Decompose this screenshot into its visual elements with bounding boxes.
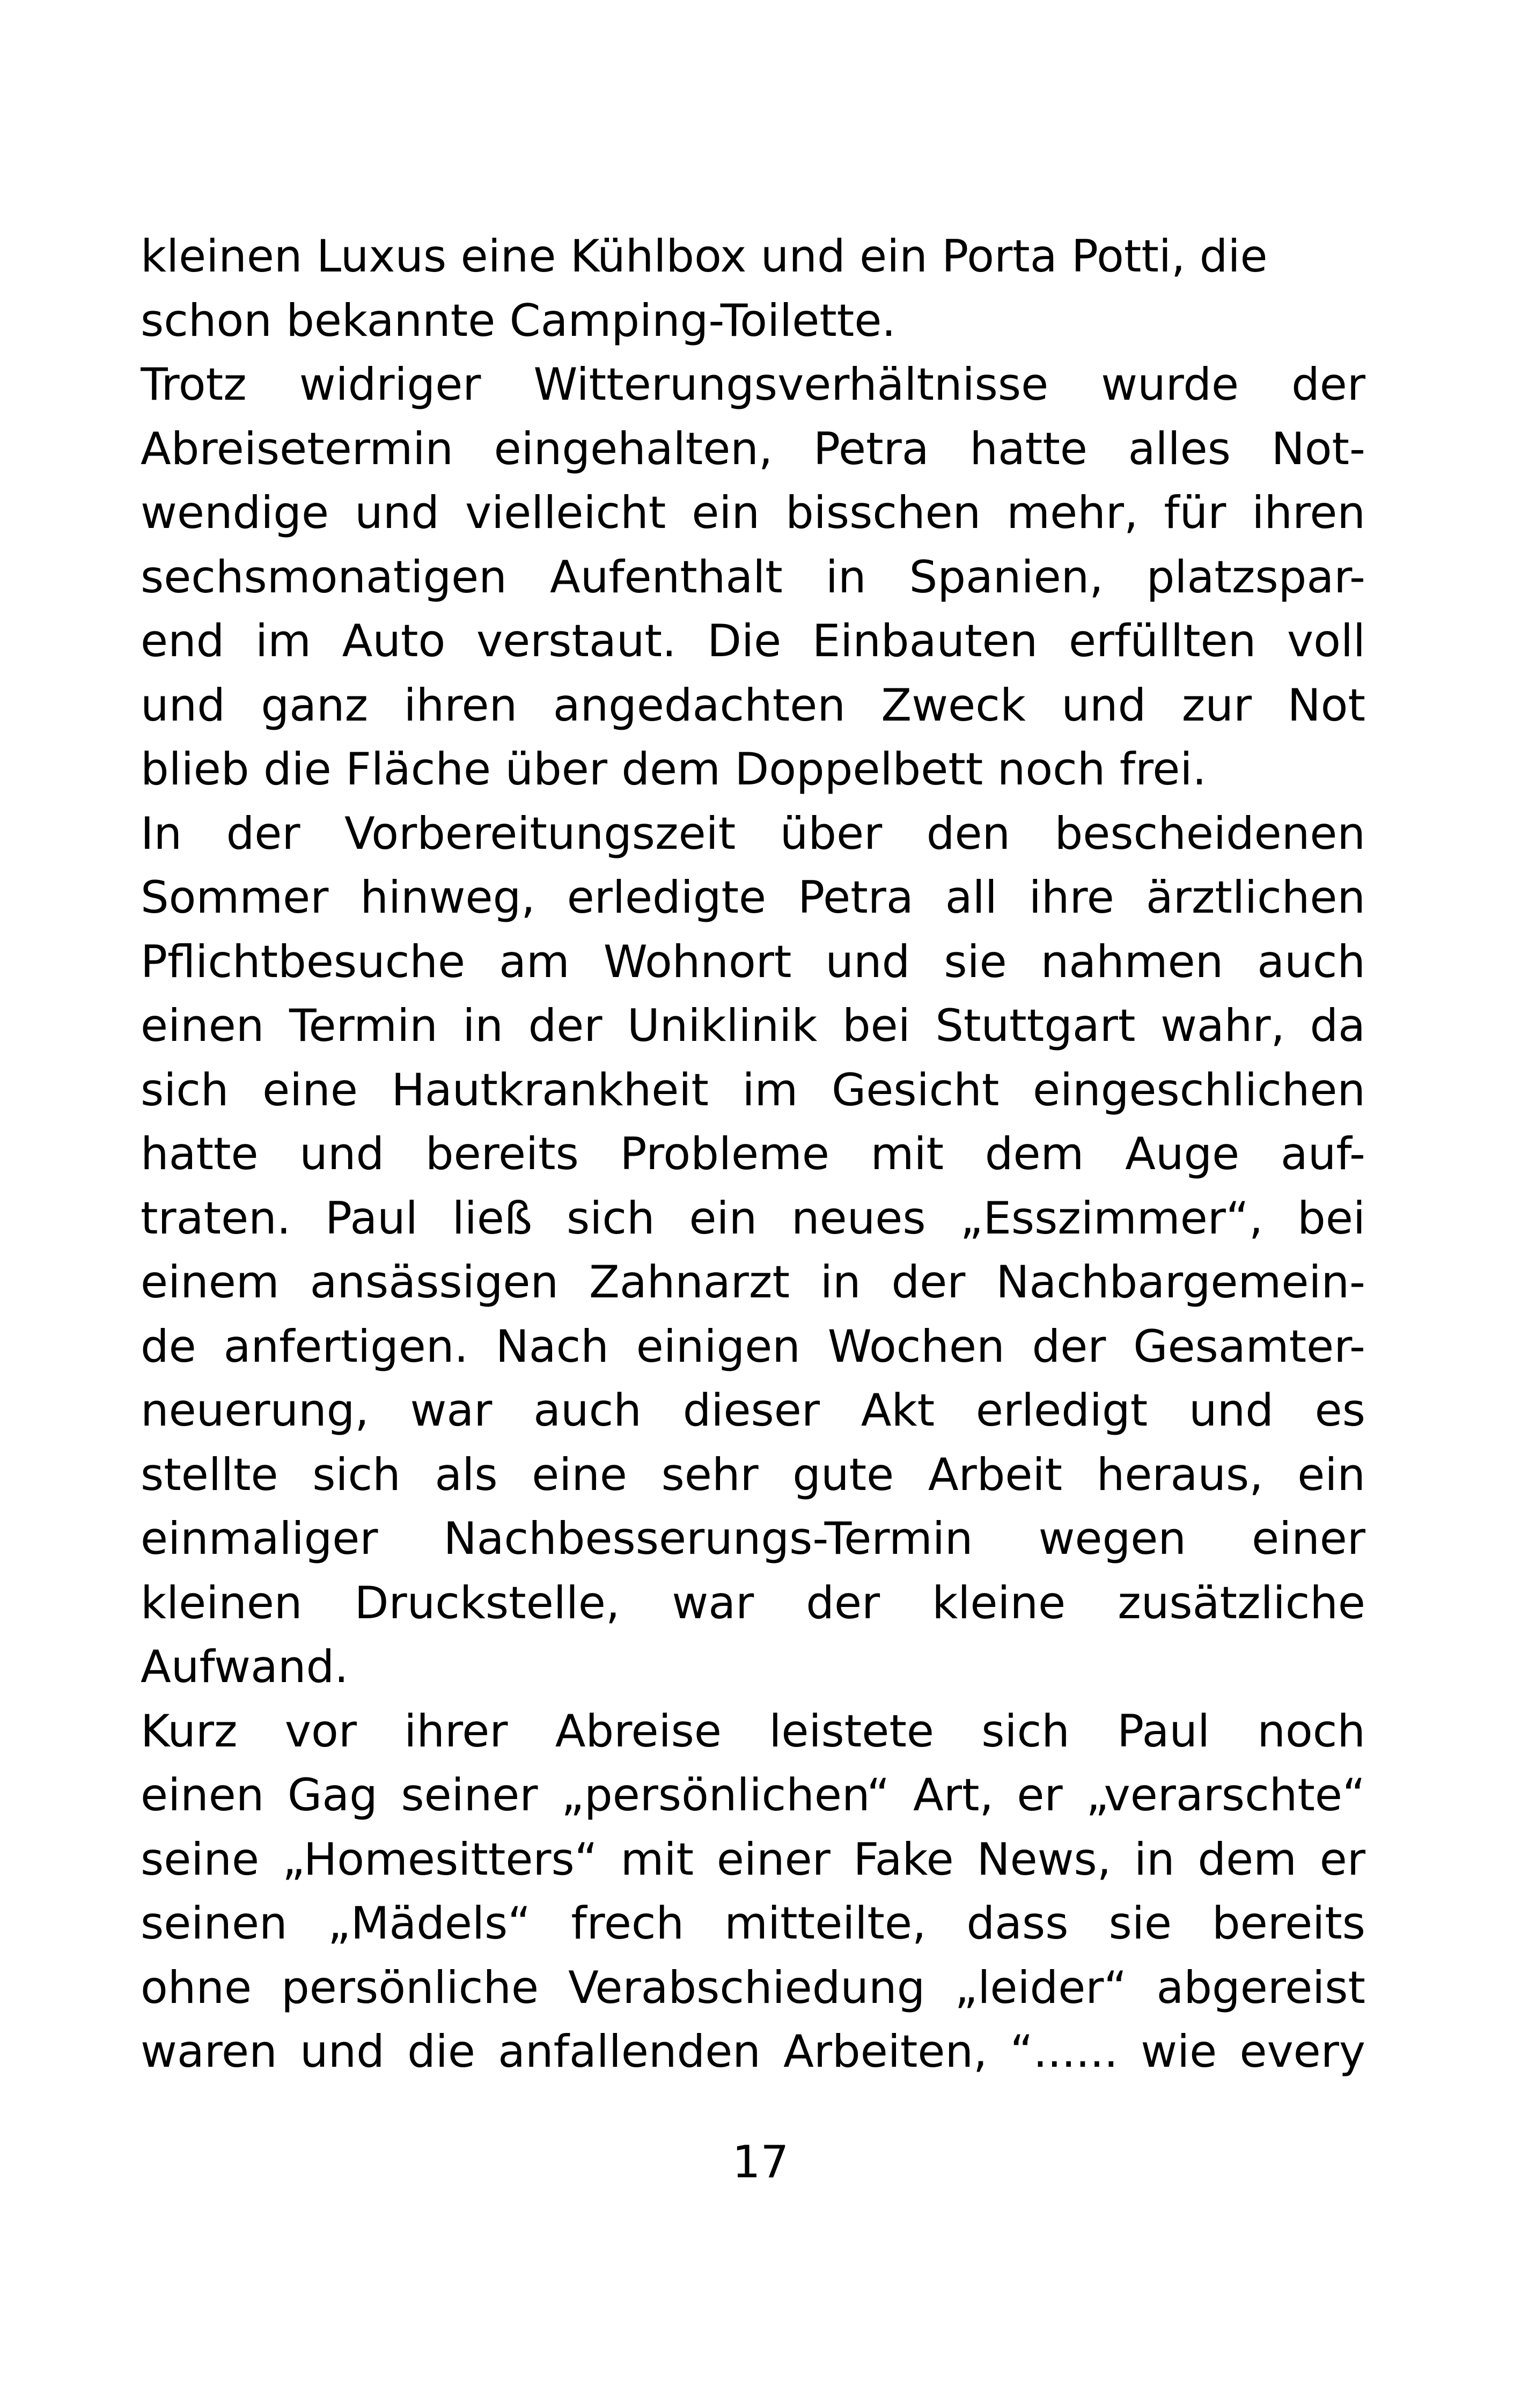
text-line: seinen „Mädels“ frech mitteilte, dass sie bereits [141,1897,1365,1949]
text-line: und ganz ihren angedachten Zweck und zur Not [141,679,1365,731]
text-line: neuerung, war auch dieser Akt erledigt und es [141,1384,1365,1436]
page-number: 17 [732,2136,789,2188]
text-line: ohne persönliche Verabschiedung „leider“ abgereist [141,1961,1365,2014]
text-line: In der Vorbereitungszeit über den bescheidenen [141,807,1365,860]
text-line: Aufwand. [141,1641,349,1693]
text-line: einem ansässigen Zahnarzt in der Nachbargemein- [141,1256,1365,1308]
text-line: sich eine Hautkrankheit im Gesicht eingeschlichen [141,1063,1365,1116]
text-line: traten. Paul ließ sich ein neues „Esszimmer“, bei [141,1192,1365,1244]
text-line: sechsmonatigen Aufenthalt in Spanien, platzspar- [141,550,1365,603]
text-line: einen Termin in der Uniklinik bei Stuttgart wahr, da [141,1000,1365,1052]
text-line: de anfertigen. Nach einigen Wochen der Gesamter- [141,1320,1365,1372]
text-line: kleinen Luxus eine Kühlbox und ein Porta Potti, die [141,230,1268,282]
text-line: Sommer hinweg, erledigte Petra all ihre ärztlichen [141,871,1365,923]
text-line: wendige und vielleicht ein bisschen mehr, für ihren [141,487,1365,539]
text-line: kleinen Druckstelle, war der kleine zusätzliche [141,1576,1365,1629]
text-line: einen Gag seiner „persönlichen“ Art, er „verarschte“ [141,1769,1365,1821]
text-line: end im Auto verstaut. Die Einbauten erfüllten voll [141,615,1365,667]
body-text [141,224,1365,2084]
text-line: Trotz widriger Witterungsverhältnisse wurde der [141,358,1365,410]
text-line: hatte und bereits Probleme mit dem Auge auf- [141,1128,1365,1180]
text-line: Kurz vor ihrer Abreise leistete sich Paul noch [141,1705,1365,1757]
text-line: einmaliger Nachbesserungs-Termin wegen einer [141,1513,1365,1565]
text-line: blieb die Fläche über dem Doppelbett noch frei. [141,743,1207,795]
text-line: Pflichtbesuche am Wohnort und sie nahmen auch [141,935,1365,988]
text-line: stellte sich als eine sehr gute Arbeit heraus, ein [141,1448,1365,1501]
text-line: schon bekannte Camping-Toilette. [141,294,896,347]
text-line: waren und die anfallenden Arbeiten, “...... wie every [141,2025,1365,2077]
text-line: seine „Homesitters“ mit einer Fake News, in dem er [141,1833,1365,1885]
text-line: Abreisetermin eingehalten, Petra hatte alles Not- [141,422,1365,475]
